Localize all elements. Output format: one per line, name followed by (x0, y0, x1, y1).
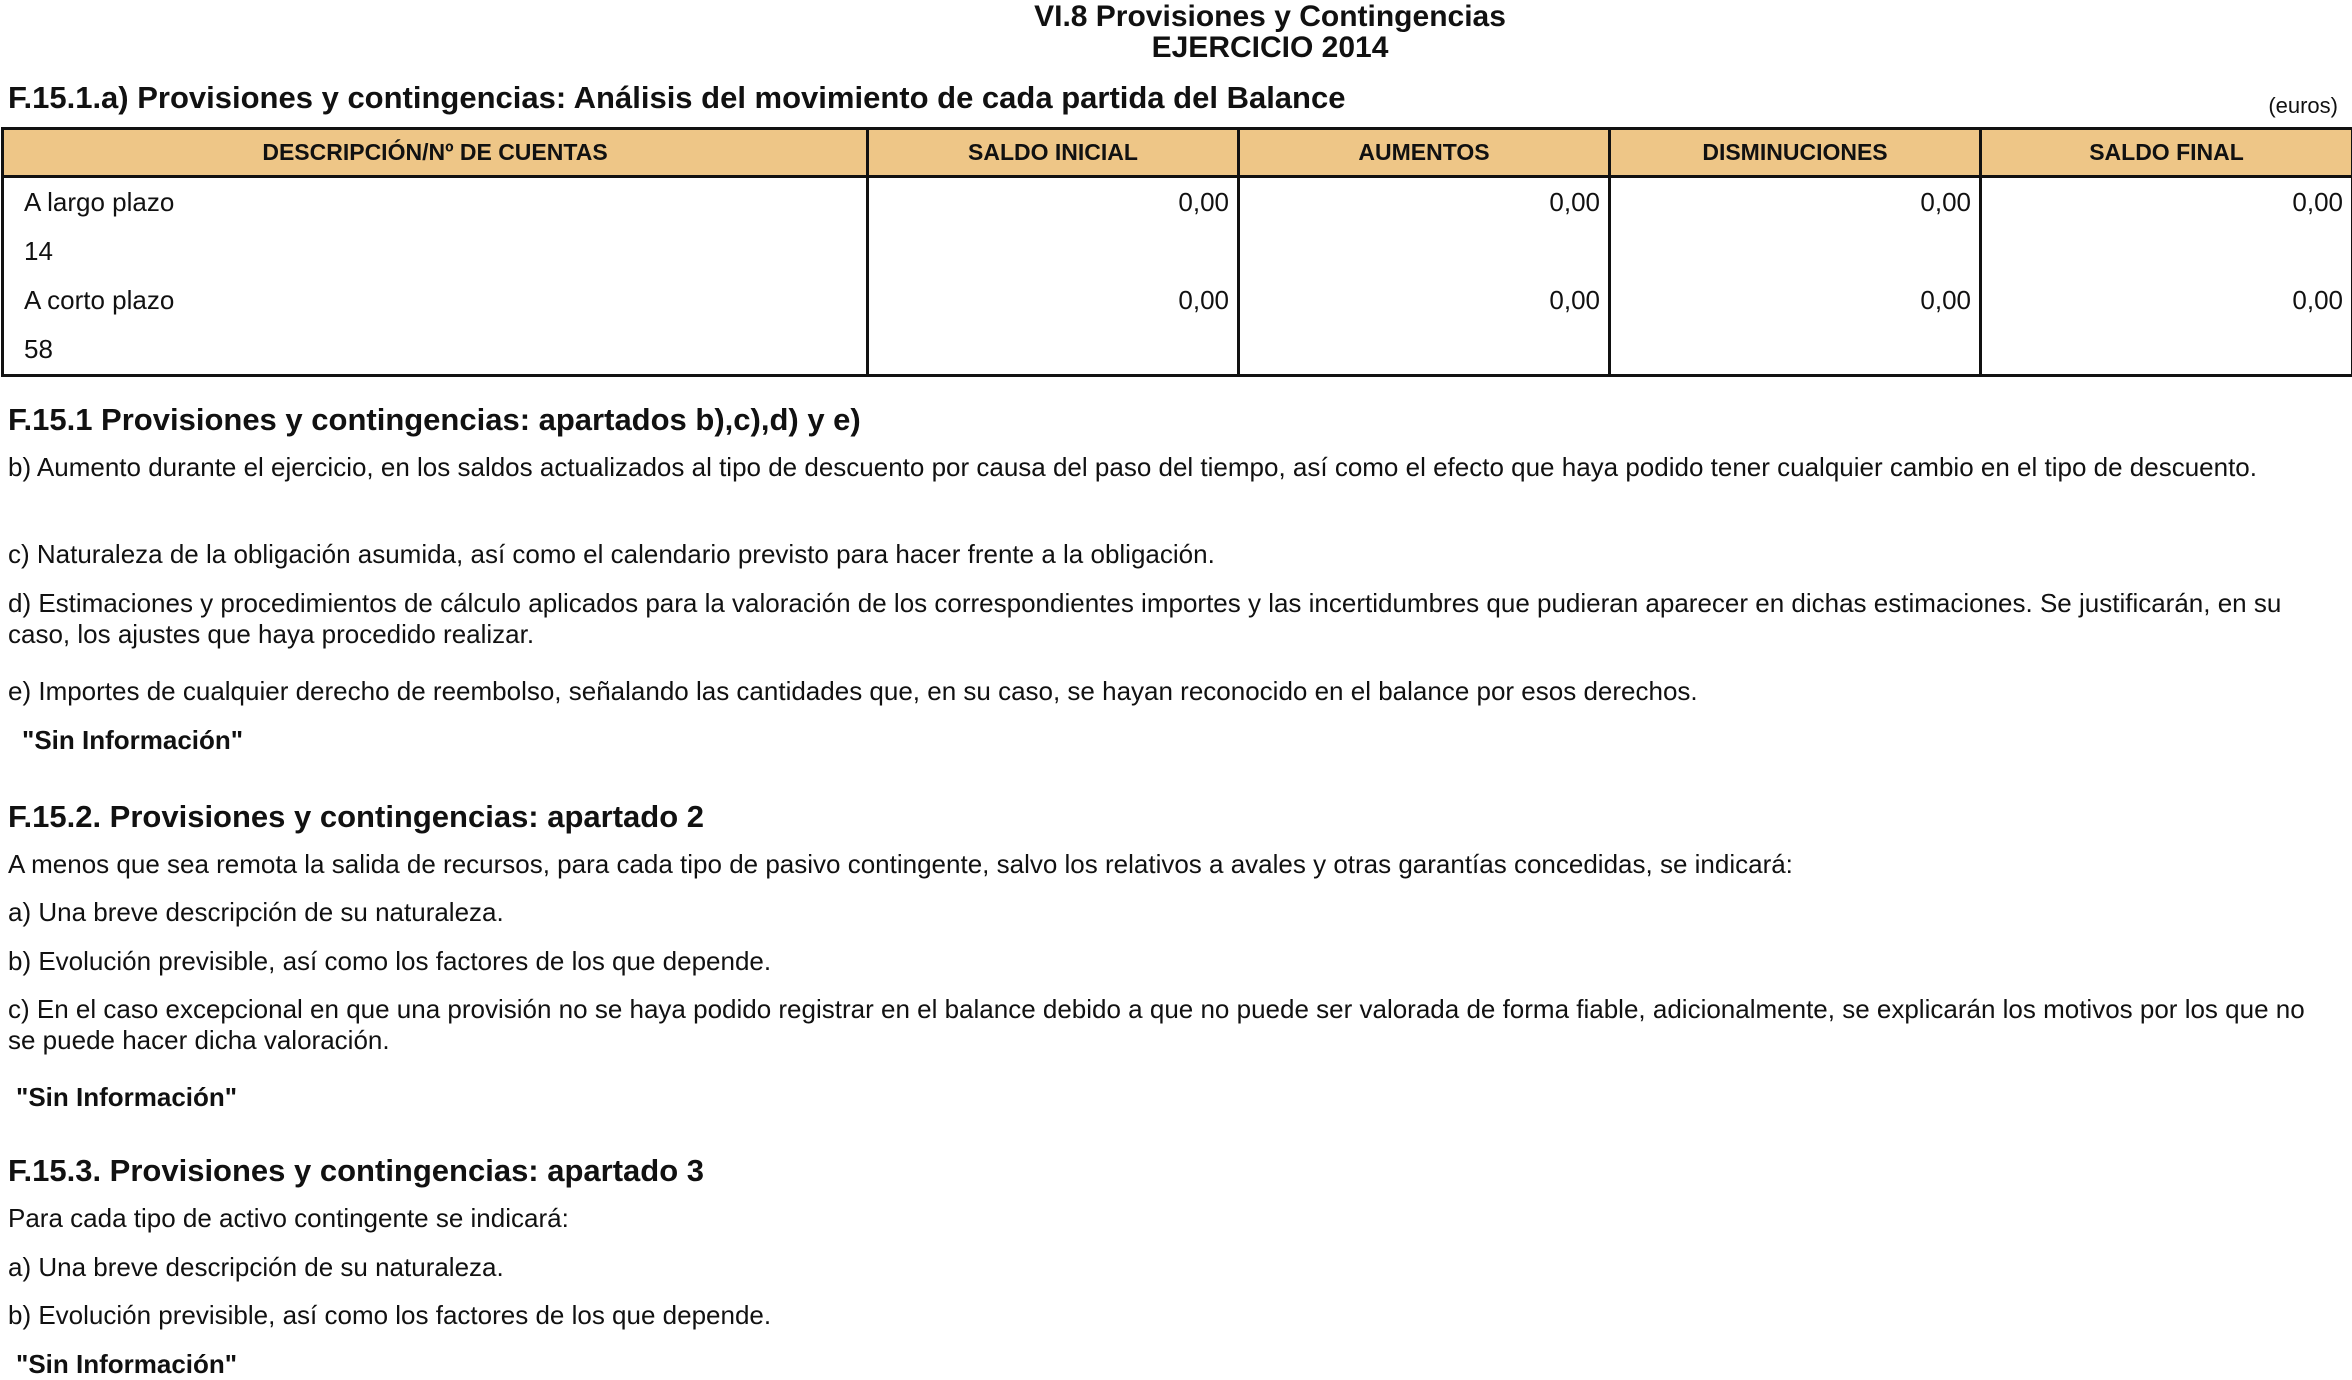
column-header-saldo-inicial: SALDO INICIAL (868, 129, 1239, 177)
paragraph-f152-intro: A menos que sea remota la salida de recursos, para cada tipo de pasivo contingente, salvo los relativos a avales y otras garantías concedidas, se indicará: (8, 849, 2338, 880)
sin-informacion-f151: "Sin Información" (22, 725, 243, 756)
paragraph-f151-b: b) Aumento durante el ejercicio, en los saldos actualizados al tipo de descuento por causa del paso del tiempo, así como el efecto que haya podido tener cualquier cambio en el tipo de descuento. (8, 452, 2338, 483)
section-heading-f153: F.15.3. Provisiones y contingencias: apartado 3 (8, 1153, 704, 1189)
row-saldo-inicial (868, 227, 1239, 276)
row-aumentos (1239, 227, 1610, 276)
paragraph-f152-c: c) En el caso excepcional en que una provisión no se haya podido registrar en el balance debido a que no puede ser valorada de forma fiable, adicionalmente, se explicarán los motivos por los que no se puede hacer dicha valoración. (8, 994, 2338, 1056)
row-saldo-inicial: 0,00 (868, 177, 1239, 228)
row-saldo-inicial: 0,00 (868, 276, 1239, 325)
paragraph-f151-d: d) Estimaciones y procedimientos de cálculo aplicados para la valoración de los correspondientes importes y las incertidumbres que pudieran aparecer en dichas estimaciones. Se justificarán, en su caso, los ajustes que haya procedido realizar. (8, 588, 2338, 650)
section-heading-f1511a: F.15.1.a) Provisiones y contingencias: Análisis del movimiento de cada partida del Balance (8, 80, 1345, 116)
row-saldo-inicial (868, 325, 1239, 376)
unit-label: (euros) (2268, 93, 2338, 119)
paragraph-f152-a: a) Una breve descripción de su naturaleza. (8, 897, 2338, 928)
row-description: 14 (3, 227, 868, 276)
column-header-aumentos: AUMENTOS (1239, 129, 1610, 177)
row-saldo-final: 0,00 (1981, 177, 2352, 228)
paragraph-f153-a: a) Una breve descripción de su naturaleza. (8, 1252, 2338, 1283)
row-disminuciones: 0,00 (1610, 177, 1981, 228)
section-heading-f151: F.15.1 Provisiones y contingencias: apartados b),c),d) y e) (8, 402, 861, 438)
row-description: 58 (3, 325, 868, 376)
page-subtitle: EJERCICIO 2014 (0, 31, 2352, 65)
paragraph-f152-b: b) Evolución previsible, así como los factores de los que depende. (8, 946, 2338, 977)
row-description: A corto plazo (3, 276, 868, 325)
table-row (3, 325, 2352, 376)
page-title: VI.8 Provisiones y Contingencias (0, 0, 2352, 34)
column-header-descripcion: DESCRIPCIÓN/Nº DE CUENTAS (3, 129, 868, 177)
row-aumentos: 0,00 (1239, 276, 1610, 325)
row-aumentos (1239, 325, 1610, 376)
sin-informacion-f152: "Sin Información" (16, 1082, 237, 1113)
table-row (3, 177, 2352, 228)
table-row (3, 276, 2352, 325)
row-disminuciones (1610, 325, 1981, 376)
paragraph-f151-c: c) Naturaleza de la obligación asumida, así como el calendario previsto para hacer frente a la obligación. (8, 539, 2338, 570)
table-header-row (3, 129, 2352, 177)
row-saldo-final (1981, 227, 2352, 276)
row-disminuciones: 0,00 (1610, 276, 1981, 325)
table-row (3, 227, 2352, 276)
row-saldo-final: 0,00 (1981, 276, 2352, 325)
row-aumentos: 0,00 (1239, 177, 1610, 228)
row-saldo-final (1981, 325, 2352, 376)
paragraph-f151-e: e) Importes de cualquier derecho de reembolso, señalando las cantidades que, en su caso, se hayan reconocido en el balance por esos derechos. (8, 676, 2338, 707)
paragraph-f153-intro: Para cada tipo de activo contingente se indicará: (8, 1203, 2338, 1234)
sin-informacion-f153: "Sin Información" (16, 1349, 237, 1380)
section-heading-f152: F.15.2. Provisiones y contingencias: apartado 2 (8, 799, 704, 835)
paragraph-f153-b: b) Evolución previsible, así como los factores de los que depende. (8, 1300, 2338, 1331)
column-header-saldo-final: SALDO FINAL (1981, 129, 2352, 177)
row-disminuciones (1610, 227, 1981, 276)
row-description: A largo plazo (3, 177, 868, 228)
column-header-disminuciones: DISMINUCIONES (1610, 129, 1981, 177)
movement-table (1, 127, 2352, 377)
